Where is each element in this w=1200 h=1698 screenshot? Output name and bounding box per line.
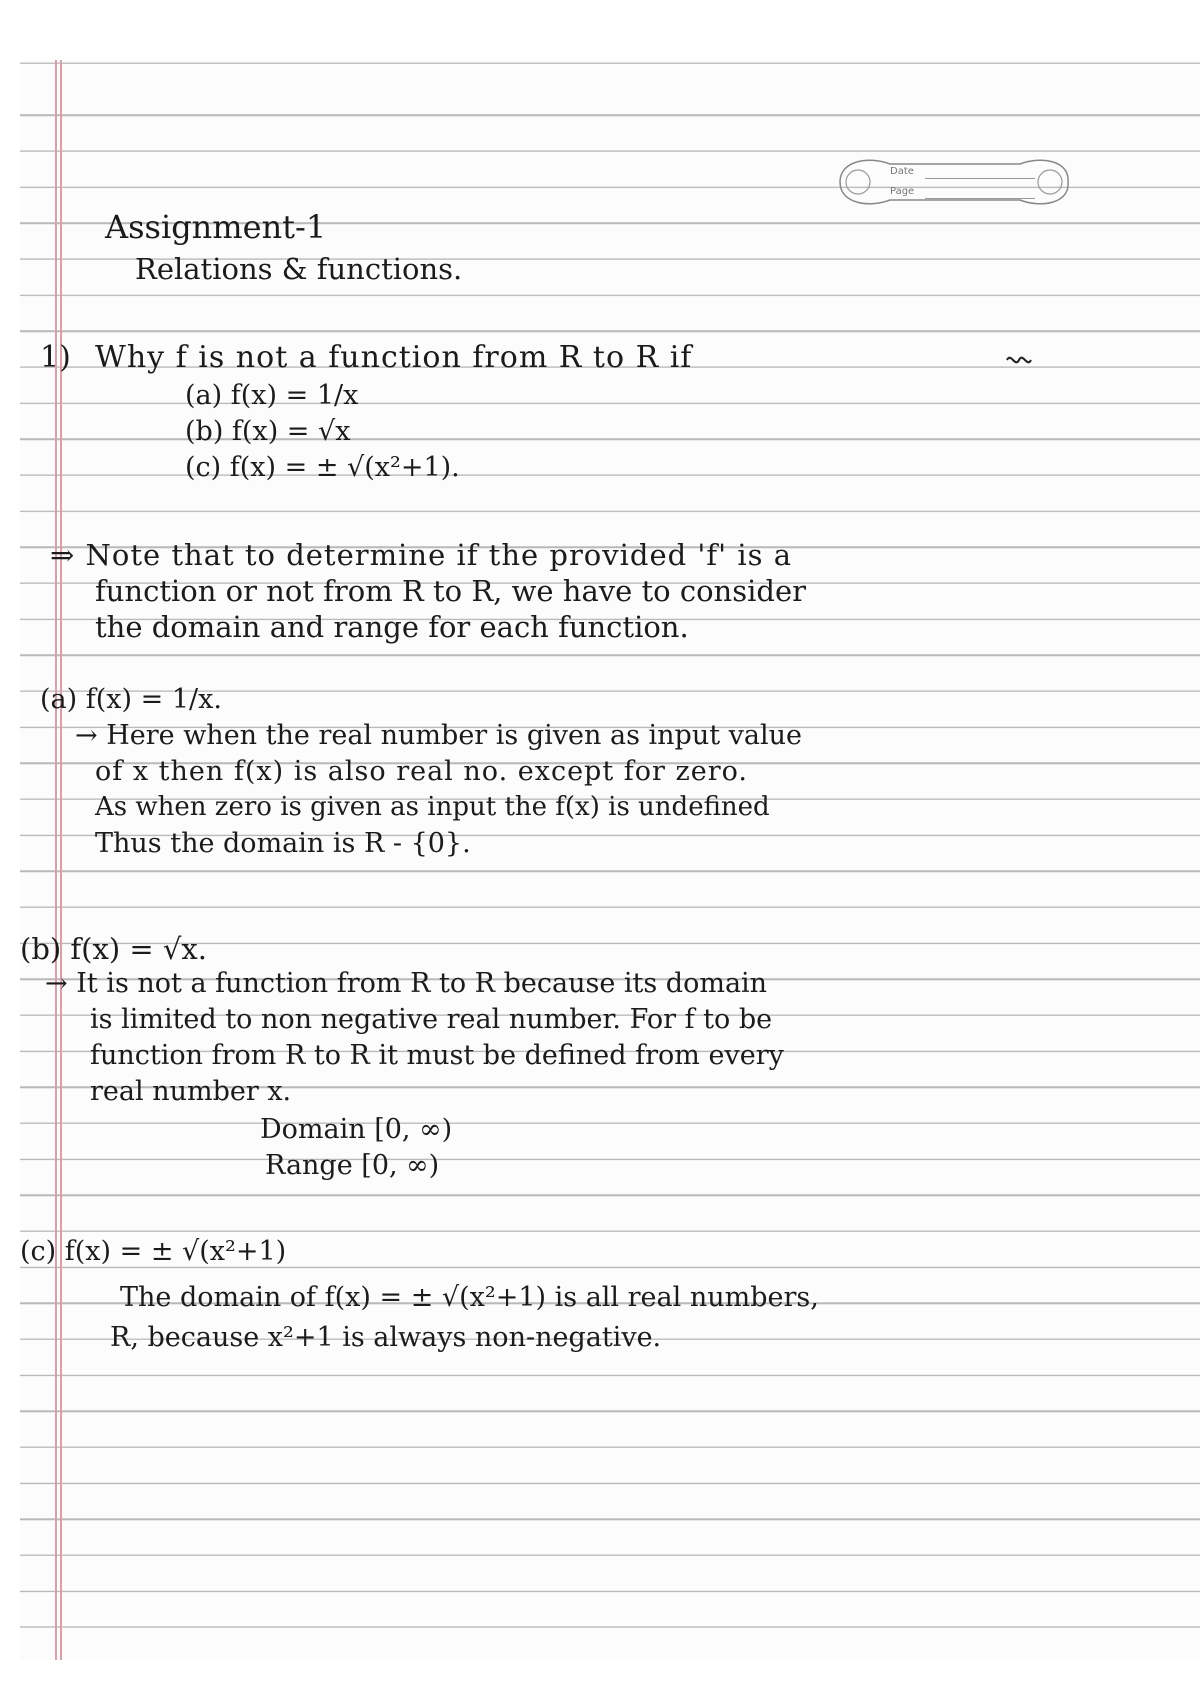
question-scribble-icon (1005, 350, 1033, 370)
part-b-heading: (b) f(x) = √x. (20, 932, 207, 966)
question-part-b: (b) f(x) = √x (185, 416, 351, 447)
question-text: Why f is not a function from R to R if (95, 340, 693, 375)
seal-date-label: Date (890, 166, 914, 177)
note-line-3: the domain and range for each function. (95, 610, 689, 644)
part-c-line-1: The domain of f(x) = ± √(x²+1) is all real numbers, (120, 1282, 819, 1313)
margin-line-right (60, 60, 62, 1660)
notebook-page (20, 60, 1200, 1660)
seal-date-line (925, 178, 1035, 179)
part-a-line-3: As when zero is given as input the f(x) is undefined (95, 792, 770, 822)
part-a-line-4: Thus the domain is R - {0}. (95, 828, 471, 859)
date-page-seal (830, 150, 1075, 214)
part-a-line-2: of x then f(x) is also real no. except for zero. (95, 756, 748, 787)
part-b-line-3: function from R to R it must be defined from every (90, 1040, 784, 1071)
part-b-line-2: is limited to non negative real number. For f to be (90, 1004, 773, 1035)
part-a-heading: (a) f(x) = 1/x. (40, 684, 222, 715)
assignment-title: Assignment-1 (105, 208, 327, 246)
question-number: 1) (40, 340, 71, 375)
margin-line-left (55, 60, 57, 1660)
part-c-line-2: R, because x²+1 is always non-negative. (110, 1322, 662, 1353)
seal-page-label: Page (890, 186, 915, 197)
part-b-line-1: → It is not a function from R to R because its domain (45, 968, 768, 999)
part-b-range: Range [0, ∞) (265, 1150, 440, 1181)
note-line-2: function or not from R to R, we have to consider (95, 574, 806, 608)
question-part-c: (c) f(x) = ± √(x²+1). (185, 452, 460, 483)
seal-page-line (925, 198, 1035, 199)
seal-border-icon (830, 150, 1075, 214)
part-c-heading: (c) f(x) = ± √(x²+1) (20, 1236, 287, 1267)
assignment-subtitle: Relations & functions. (135, 252, 463, 286)
part-b-line-4: real number x. (90, 1076, 292, 1107)
note-line-1: ⇒ Note that to determine if the provided 'f' is a (50, 538, 792, 572)
part-a-line-1: → Here when the real number is given as input value (75, 720, 802, 751)
question-part-a: (a) f(x) = 1/x (185, 380, 359, 411)
part-b-domain: Domain [0, ∞) (260, 1114, 453, 1145)
